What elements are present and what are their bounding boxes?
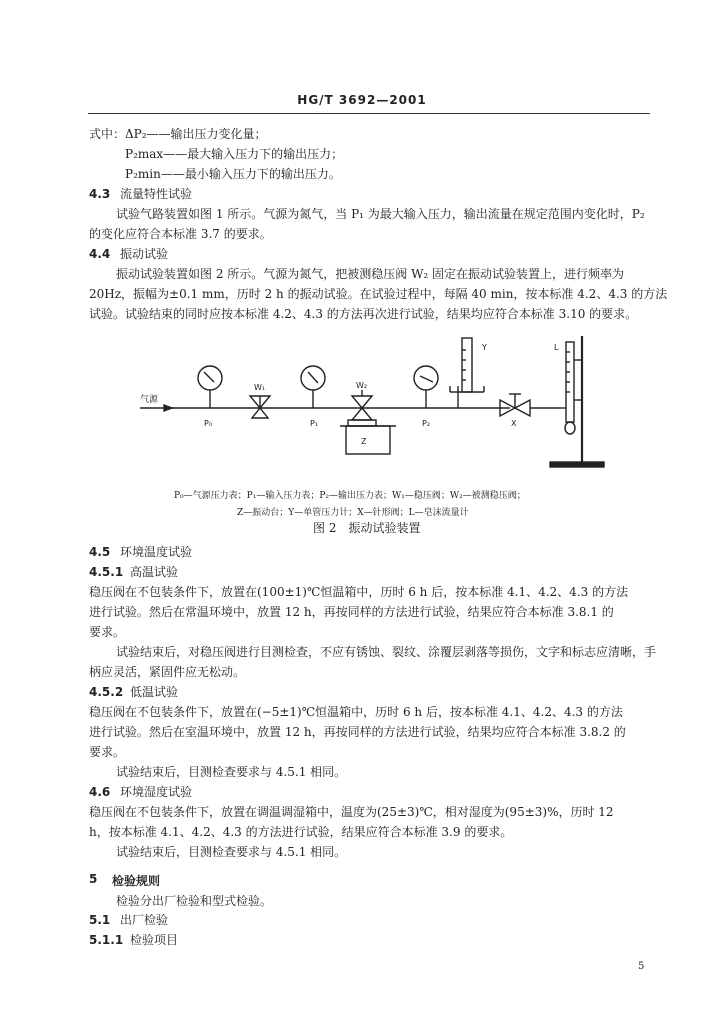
section-5-number: 5 <box>89 872 98 886</box>
header-rule <box>88 113 650 114</box>
label-p1: P₁ <box>310 419 319 428</box>
section-5-1-1-number: 5.1.1 <box>89 933 124 947</box>
section-4-5-1-title: 高温试验 <box>130 565 179 579</box>
section-5-1-title: 出厂检验 <box>120 913 169 927</box>
regulator-w2 <box>352 396 372 408</box>
label-x: X <box>511 419 517 428</box>
section-4-6-title: 环境湿度试验 <box>120 785 193 799</box>
figure-legend-line2: Z—振动台；Y—单管压力计；X—针形阀；L—皂沫流量计 <box>237 508 469 518</box>
section-4-5-title: 环境温度试验 <box>120 545 193 559</box>
section-4-3-para-line: 试验气路装置如图 1 所示。气源为氮气，当 P₁ 为最大输入压力，输出流量在规定范围内变化时，P₂ <box>116 207 645 221</box>
section-5-para: 检验分出厂检验和型式检验。 <box>116 894 273 908</box>
section-4-4-number: 4.4 <box>89 247 111 261</box>
section-4-5-number: 4.5 <box>89 545 111 559</box>
label-l: L <box>554 343 559 352</box>
label-w2: W₂ <box>356 381 368 390</box>
label-z: Z <box>361 437 367 446</box>
section-4-4-para-line: 20Hz，振幅为±0.1 mm，历时 2 h 的振动试验。在试验过程中，每隔 40 min，按本标准 4.2、4.3 的方法 <box>89 287 668 301</box>
where-def-p2min: P₂min——最小输入压力下的输出压力。 <box>125 167 341 181</box>
section-4-5-2-para-line: 稳压阀在不包装条件下，放置在(−5±1)℃恒温箱中，历时 6 h 后，按本标准 4.1、4.2、4.3 的方法 <box>89 705 623 719</box>
section-5-1-number: 5.1 <box>89 913 111 927</box>
section-4-5-1-para-line: 要求。 <box>89 625 126 639</box>
running-header: HG/T 3692—2001 <box>297 93 427 107</box>
label-p0: P₀ <box>204 419 213 428</box>
section-4-5-2-number: 4.5.2 <box>89 685 124 699</box>
section-4-5-1-para-line: 进行试验。然后在常温环境中，放置 12 h，再按同样的方法进行试验，结果应符合本标准 3.8.1 的 <box>89 605 614 619</box>
figure-caption: 图 2 振动试验装置 <box>313 521 421 535</box>
section-4-3-para-line: 的变化应符合本标准 3.7 的要求。 <box>89 227 272 241</box>
manometer-y <box>462 338 472 392</box>
section-5-title: 检验规则 <box>112 874 161 888</box>
section-4-4-para-line: 试验。试验结束的同时应按本标准 4.2、4.3 的方法再次进行试验，结果均应符合本标准 3.10 的要求。 <box>89 307 638 321</box>
label-w1: W₁ <box>254 383 266 392</box>
section-4-6-para-line: 稳压阀在不包装条件下，放置在调温调湿箱中，温度为(25±3)℃，相对湿度为(95±3)%，历时 12 <box>89 805 614 819</box>
where-def-p2max: P₂max——最大输入压力下的输出压力； <box>125 147 344 161</box>
label-y: Y <box>482 343 487 352</box>
label-p2: P₂ <box>422 419 431 428</box>
section-4-5-2-title: 低温试验 <box>130 685 179 699</box>
figure-legend-line1: P₀—气源压力表；P₁—输入压力表；P₂—输出压力表；W₁—稳压阀；W₂—被测稳压阀； <box>174 491 526 501</box>
section-4-5-1-para-line: 稳压阀在不包装条件下，放置在(100±1)℃恒温箱中，历时 6 h 后，按本标准 4.1、4.2、4.3 的方法 <box>89 585 629 599</box>
section-5-1-1-title: 检验项目 <box>130 933 179 947</box>
flow-arrow <box>164 405 172 411</box>
section-4-4-title: 振动试验 <box>120 247 169 261</box>
page-number: 5 <box>638 961 645 972</box>
section-4-5-1-para-line: 试验结束后，对稳压阀进行目测检查，不应有锈蚀、裂纹、涂覆层剥落等损伤，文字和标志应清晰，手 <box>116 645 657 659</box>
section-4-6-para-line: h，按本标准 4.1、4.2、4.3 的方法进行试验，结果应符合本标准 3.9 的要求。 <box>89 825 513 839</box>
gas-source-label: 气源 <box>140 395 159 405</box>
vibration-test-diagram <box>130 330 610 480</box>
section-4-6-para-line: 试验结束后，目测检查要求与 4.5.1 相同。 <box>116 845 347 859</box>
section-4-3-number: 4.3 <box>89 187 111 201</box>
section-4-5-1-para-line: 柄应灵活，紧固件应无松动。 <box>89 665 246 679</box>
where-intro: 式中：ΔP₂——输出压力变化量； <box>89 127 267 141</box>
section-4-5-2-para-line: 要求。 <box>89 745 126 759</box>
section-4-3-title: 流量特性试验 <box>120 187 193 201</box>
section-4-6-number: 4.6 <box>89 785 111 799</box>
section-4-5-2-para-line: 试验结束后，目测检查要求与 4.5.1 相同。 <box>116 765 347 779</box>
section-4-5-1-number: 4.5.1 <box>89 565 124 579</box>
section-4-5-2-para-line: 进行试验。然后在室温环境中，放置 12 h，再按同样的方法进行试验，结果均应符合本标准 3.8.2 的 <box>89 725 626 739</box>
vibration-table-z <box>346 426 390 454</box>
section-4-4-para-line: 振动试验装置如图 2 所示。气源为氮气，把被测稳压阀 W₂ 固定在振动试验装置上，进行频率为 <box>116 267 625 281</box>
